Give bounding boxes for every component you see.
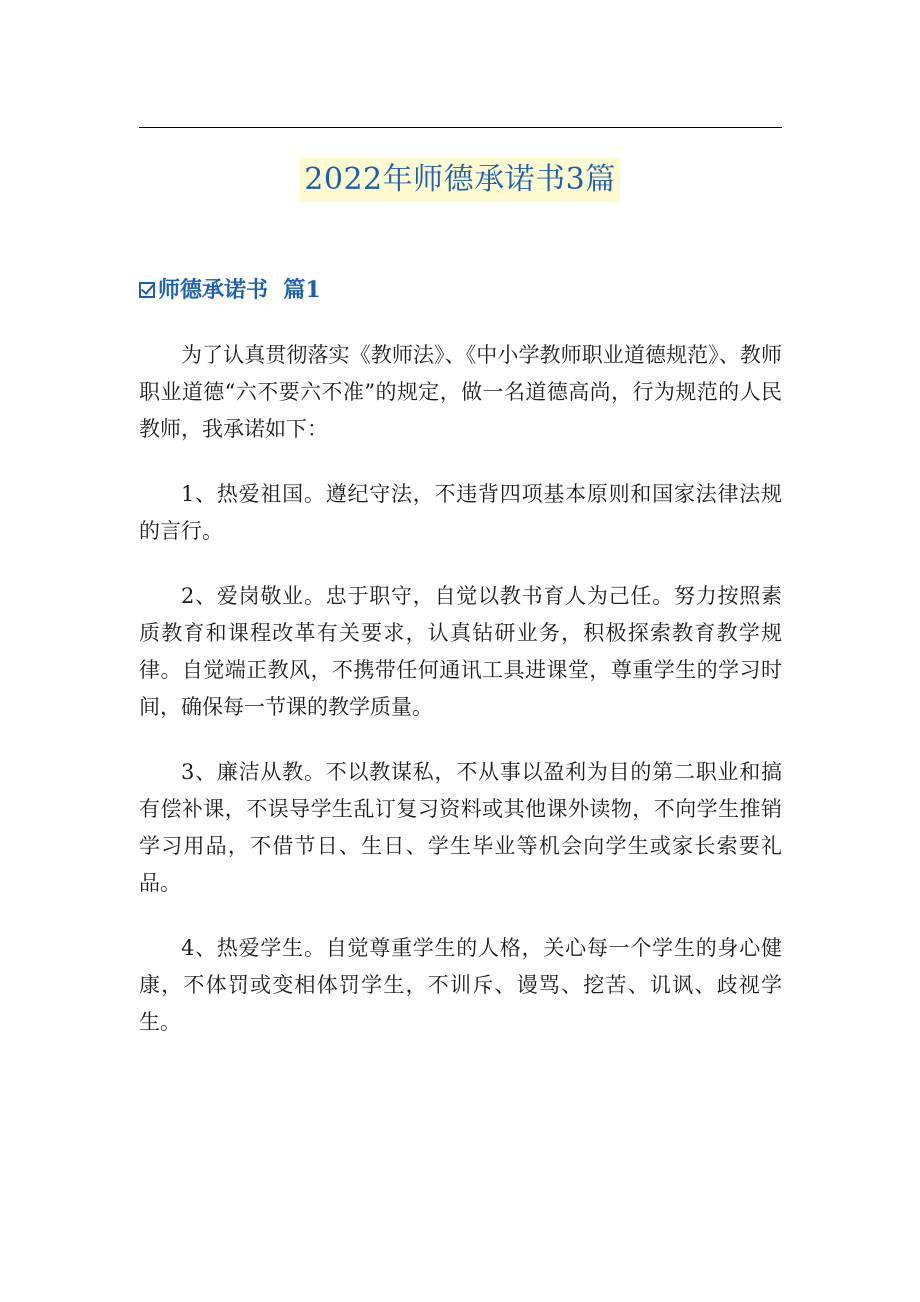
document-body xyxy=(139,337,782,1069)
paragraph-item-3: 3、廉洁从教。不以教谋私，不从事以盈利为目的第二职业和搞有偿补课，不误导学生乱订复习资料或其他课外读物，不向学生推销学习用品，不借节日、生日、学生毕业等机会向学生或家长索要礼品。 xyxy=(139,760,782,895)
paragraph-item-4: 4、热爱学生。自觉尊重学生的人格，关心每一个学生的身心健康，不体罚或变相体罚学生，不训斥、谩骂、挖苦、讥讽、歧视学生。 xyxy=(139,936,782,1034)
paragraph-item-1: 1、热爱祖国。遵纪守法，不违背四项基本原则和国家法律法规的言行。 xyxy=(139,482,782,543)
section-heading xyxy=(139,274,321,306)
header-rule xyxy=(139,127,782,128)
page-title: 2022年师德承诺书3篇 xyxy=(300,158,619,202)
checkbox-checked-icon xyxy=(139,282,155,298)
title-container xyxy=(0,158,920,202)
paragraph-item-2: 2、爱岗敬业。忠于职守，自觉以教书育人为己任。努力按照素质教育和课程改革有关要求，认真钻研业务，积极探索教育教学规律。自觉端正教风，不携带任何通讯工具进课堂，尊重学生的学习时间，确保每一节课的教学质量。 xyxy=(139,584,782,719)
section-heading-text: 师德承诺书 篇1 xyxy=(158,277,321,303)
paragraph-intro: 为了认真贯彻落实《教师法》、《中小学教师职业道德规范》、教师职业道德“六不要六不准”的规定，做一名道德高尚，行为规范的人民教师，我承诺如下： xyxy=(139,343,782,441)
